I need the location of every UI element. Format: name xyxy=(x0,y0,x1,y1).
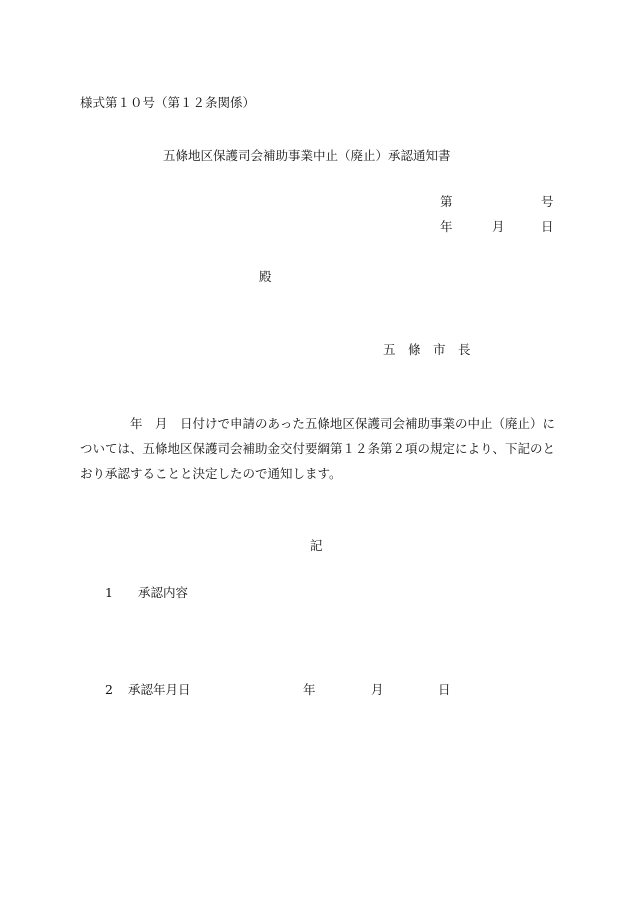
issue-date xyxy=(440,221,553,235)
document-title: 五條地区保護司会補助事業中止（廃止）承認通知書 xyxy=(163,148,451,163)
ki-heading: 記 xyxy=(310,538,323,553)
item-approval-content xyxy=(105,587,188,600)
issuer-name: 五 條 市 長 xyxy=(383,342,471,357)
approval-date-day: 日 xyxy=(438,682,451,697)
issue-date-year: 年 xyxy=(440,219,453,234)
addressee-suffix: 殿 xyxy=(259,269,272,284)
item-approval-date xyxy=(105,684,465,698)
item-number: 2 xyxy=(105,682,113,697)
approval-date-year: 年 xyxy=(303,682,316,697)
approval-date-month: 月 xyxy=(371,682,384,697)
item-label: 承認年月日 xyxy=(128,682,191,697)
issue-date-month: 月 xyxy=(492,219,505,234)
item-number: 1 xyxy=(105,585,113,600)
form-number: 様式第１０号（第１２条関係） xyxy=(80,95,256,110)
item-spacer xyxy=(113,585,138,600)
document-number-suffix: 号 xyxy=(541,194,554,209)
notice-body: 年 月 日付けで申請のあった五條地区保護司会補助事業の中止（廃止）については、五條地区保護司会補助金交付要綱第１２条第２項の規定により、下記のとおり承認することと決定したので通知します。 xyxy=(80,416,556,481)
issue-date-day: 日 xyxy=(541,219,554,234)
document-number-prefix: 第 xyxy=(440,194,453,209)
item-label: 承認内容 xyxy=(137,585,188,600)
